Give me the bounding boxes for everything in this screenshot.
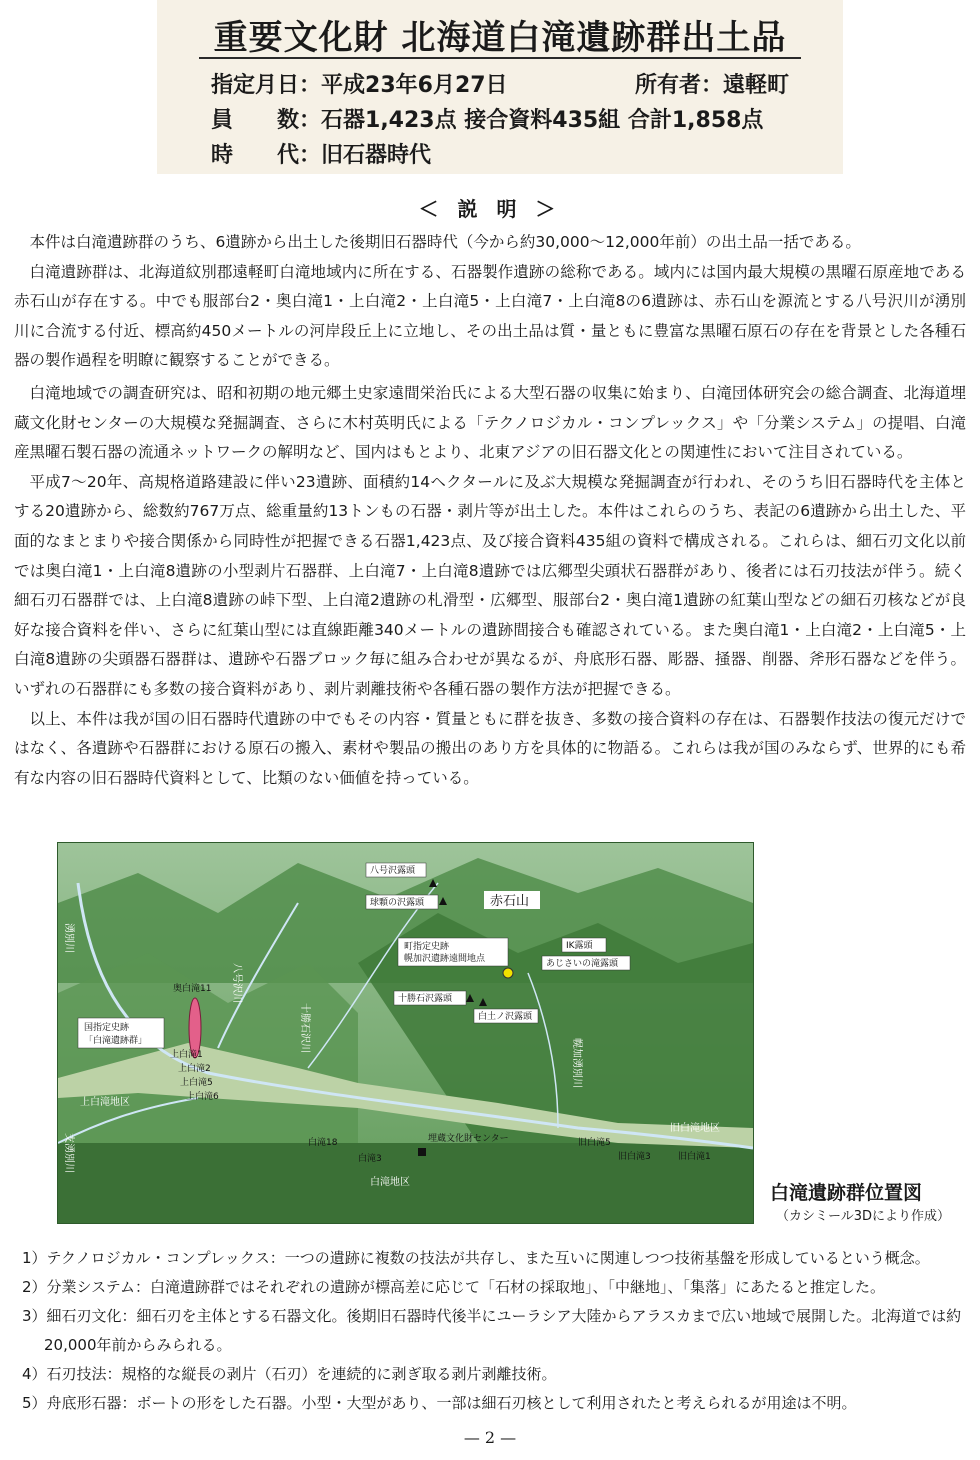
- label-tokachi-river: 十勝石沢川: [299, 1003, 310, 1053]
- label-akaishiyama: 赤石山: [490, 894, 530, 909]
- footnote-3: 3）細石刃文化：細石刃を主体とする石器文化。後期旧石器時代後半にユーラシア大陸からアラスカまで広い地域で展開した。北海道では約20,000年前からみられる。: [22, 1307, 962, 1354]
- label-ik-outcrop: IK露頭: [566, 941, 593, 951]
- footnote-5: 5）舟底形石器：ボートの形をした石器。小型・大型があり、一部は細石刃核として利用されたと考えられるが用途は不明。: [22, 1394, 857, 1412]
- footnotes: [22, 1244, 968, 1418]
- label-kami5: 上白滝5: [180, 1078, 213, 1088]
- map-caption-title: 白滝遺跡群位置図: [770, 1182, 923, 1204]
- label-horokayubetsu-river: 幌加湧別川: [571, 1038, 582, 1088]
- site-location-map: [57, 842, 754, 1224]
- label-shiyubetsu-river: 支湧別川: [63, 1133, 74, 1173]
- period-label: 時 代：: [211, 143, 322, 168]
- period: [211, 138, 431, 169]
- paragraph-2: 白滝遺跡群は、北海道紋別郡遠軽町白滝地域内に所在する、石器製作遺跡の総称である。域内には国内最大規模の黒曜石原産地である赤石山が存在する。中でも服部台2・奥白滝1・上白滝2・上白滝5・上白滝7・上白滝8の6遺跡は、赤石山を源流とする八号沢川が湧別川に合流する付近、標高約450メートルの河岸段丘上に立地し、その出土品は質・量ともに豊富な黒曜石原石の存在を背景とした各種石器の製作過程を明瞭に観察することができる。: [14, 262, 966, 370]
- label-kami2: 上白滝2: [178, 1064, 211, 1074]
- label-tokachi-outcrop: 十勝石沢露頭: [398, 994, 453, 1004]
- designation-value: 平成23年6月27日: [321, 73, 508, 98]
- count-label: 員 数：: [211, 108, 322, 133]
- owner: 所有者：遠軽町: [635, 73, 790, 98]
- document-title: 重要文化財 北海道白滝遺跡群出土品: [213, 18, 787, 58]
- label-kyu5: 旧白滝5: [578, 1138, 611, 1148]
- label-national-site-2: 「白滝遺跡群」: [84, 1036, 148, 1046]
- label-center: 埋蔵文化財センター: [428, 1134, 509, 1144]
- designation-date: [211, 68, 508, 99]
- period-value: 旧石器時代: [321, 143, 432, 168]
- label-shirataki18: 白滝18: [308, 1138, 338, 1148]
- description-body: [14, 228, 966, 793]
- paragraph-4: 平成7～20年、高規格道路建設に伴い23遺跡、面積約14ヘクタールに及ぶ大規模な発掘調査が行われ、そのうち旧石器時代を主体とする20遺跡から、総数約767万点、総重量約13トンもの石器・剥片等が出土した。本件はこれらのうち、表記の6遺跡から出土した、平面的なまとまりや接合関係から同時性が把握できる石器1,423点、及び接合資料435組の資料で構成される。これらは、細石刃文化以前では奥白滝1・上白滝8遺跡の小型剥片石器群、上白滝7・上白滝8遺跡では広郷型尖頭状石器群があり、後者には石刃技法が伴う。続く細石刃石器群では、上白滝8遺跡の峠下型、上白滝2遺跡の札滑型・広郷型、服部台2・奥白滝1遺跡の紅葉山型などの細石刃核などが良好な接合資料を伴い、さらに紅葉山型には直線距離340メートルの遺跡間接合も確認されている。また奥白滝1・上白滝2・上白滝5・上白滝8遺跡の尖頭器石器群は、遺跡や石器ブロック毎に組み合わせが異なるが、舟底形石器、彫器、掻器、削器、斧形石器などを伴う。いずれの石器群にも多数の接合資料があり、剥片剥離技術や各種石器の製作方法が把握できる。: [14, 472, 966, 698]
- section-heading: ＜ 説 明 ＞: [418, 197, 562, 221]
- map-caption-subtitle: （カシミール3Dにより作成）: [776, 1209, 951, 1224]
- label-kami1: 上白滝1: [170, 1050, 203, 1060]
- map-svg: [58, 843, 753, 1223]
- item-count: [211, 103, 763, 134]
- label-ajisai-outcrop: あじさいの滝露頭: [546, 959, 619, 969]
- header-box: [157, 0, 843, 174]
- label-hachigo-river: 八号沢川: [231, 963, 242, 1003]
- label-shirado-outcrop: 白土ノ沢露頭: [478, 1012, 533, 1022]
- paragraph-1: 本件は白滝遺跡群のうち、6遺跡から出土した後期旧石器時代（今から約30,000～12,000年前）の出土品一括である。: [29, 233, 861, 251]
- title-underline: [199, 57, 801, 59]
- paragraph-3: 白滝地域での調査研究は、昭和初期の地元郷土史家遠間栄治氏による大型石器の収集に始まり、白滝団体研究会の総合調査、北海道埋蔵文化財センターの大規模な発掘調査、さらに木村英明氏による「テクノロジカル・コンプレックス」や「分業システム」の提唱、白滝産黒曜石製石器の流通ネットワークの解明など、国内はもとより、北東アジアの旧石器文化との関連性において注目されている。: [14, 383, 966, 462]
- label-shirataki-area: 白滝地区: [370, 1177, 410, 1188]
- label-shirataki3: 白滝3: [358, 1154, 382, 1164]
- count-value: 石器1,423点 接合資料435組 合計1,858点: [321, 108, 764, 133]
- label-town-site-2: 幌加沢遺跡遠間地点: [404, 954, 486, 964]
- label-town-site-1: 町指定史跡: [404, 942, 450, 952]
- footnote-2: 2）分業システム：白滝遺跡群ではそれぞれの遺跡が標高差に応じて「石材の採取地」、「中継地」、「集落」にあたると推定した。: [22, 1278, 886, 1296]
- label-okushirataki: 奥白滝11: [173, 984, 212, 994]
- town-site-marker: [503, 968, 513, 978]
- paragraph-5: 以上、本件は我が国の旧石器時代遺跡の中でもその内容・質量ともに群を抜き、多数の接合資料の存在は、石器製作技法の復元だけではなく、各遺跡や石器群における原石の搬入、素材や製品の搬出のあり方を具体的に物語る。これらは我が国のみならず、世界的にも希有な内容の旧石器時代資料として、比類のない価値を持っている。: [14, 709, 966, 787]
- label-kamishirataki-area: 上白滝地区: [80, 1097, 130, 1108]
- site-group-marker: [189, 998, 201, 1058]
- page-number: — 2 —: [463, 1428, 517, 1447]
- label-kyuukei-outcrop: 球顆の沢露頭: [370, 898, 425, 908]
- label-kyu1: 旧白滝1: [678, 1152, 711, 1162]
- label-kami6: 上白滝6: [186, 1092, 219, 1102]
- label-national-site-1: 国指定史跡: [84, 1023, 130, 1033]
- label-kyushirataki-area: 旧白滝地区: [670, 1123, 720, 1134]
- label-yubetsu-river: 湧別川: [63, 923, 74, 953]
- label-kyu3: 旧白滝3: [618, 1152, 651, 1162]
- label-hachigo-outcrop: 八号沢露頭: [370, 866, 416, 876]
- footnote-1: 1）テクノロジカル・コンプレックス：一つの遺跡に複数の技法が共存し、また互いに関連しつつ技術基盤を形成しているという概念。: [22, 1249, 930, 1267]
- designation-label: 指定月日：: [211, 73, 322, 98]
- footnote-4: 4）石刃技法：規格的な縦長の剥片（石刃）を連続的に剥ぎ取る剥片剥離技術。: [22, 1365, 557, 1383]
- center-marker: [418, 1148, 426, 1156]
